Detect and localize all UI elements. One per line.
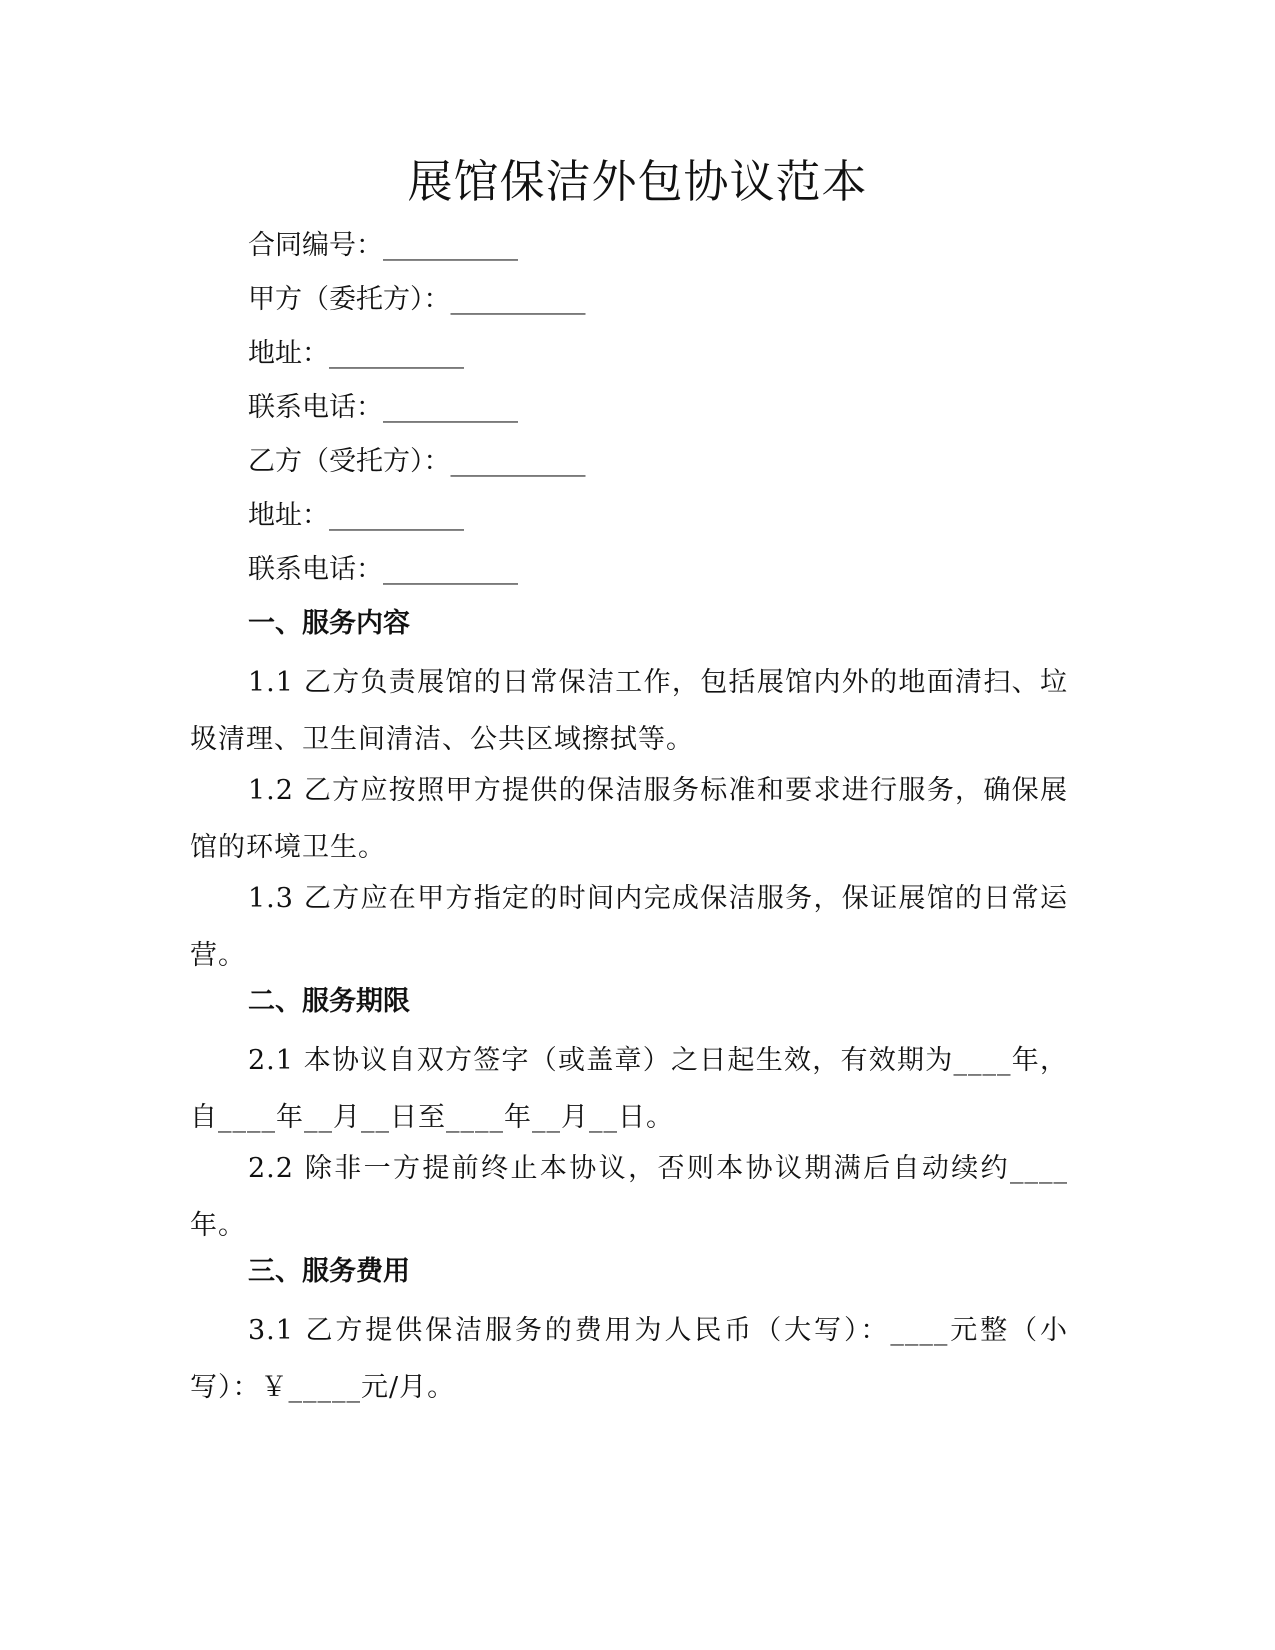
section-heading-service-fee: 三、服务费用 — [248, 1256, 410, 1287]
section-heading-service-period: 二、服务期限 — [248, 986, 410, 1017]
clause-1-1: 1.1 乙方负责展馆的日常保洁工作，包括展馆内外的地面清扫、垃圾清理、卫生间清洁、公共区域擦拭等。 — [190, 667, 1068, 755]
clause-1-3: 1.3 乙方应在甲方指定的时间内完成保洁服务，保证展馆的日常运营。 — [190, 883, 1068, 971]
section-heading-service-content: 一、服务内容 — [248, 608, 410, 639]
party-a-field: 甲方（委托方）：__________ — [248, 284, 586, 315]
clause-2-2: 2.2 除非一方提前终止本协议，否则本协议期满后自动续约____年。 — [190, 1153, 1068, 1241]
document-title: 展馆保洁外包协议范本 — [407, 155, 868, 208]
party-b-field: 乙方（受托方）：__________ — [248, 446, 586, 477]
clause-2-1: 2.1 本协议自双方签字（或盖章）之日起生效，有效期为____年，自____年__月__日至____年__月__日。 — [190, 1045, 1068, 1133]
contract-number-field: 合同编号：__________ — [248, 230, 518, 261]
party-b-address-field: 地址：__________ — [248, 500, 464, 531]
clause-1-2: 1.2 乙方应按照甲方提供的保洁服务标准和要求进行服务，确保展馆的环境卫生。 — [190, 775, 1068, 863]
party-a-address-field: 地址：__________ — [248, 338, 464, 369]
party-a-phone-field: 联系电话：__________ — [248, 392, 518, 423]
party-b-phone-field: 联系电话：__________ — [248, 554, 518, 585]
clause-3-1: 3.1 乙方提供保洁服务的费用为人民币（大写）：____元整（小写）：￥_____元/月。 — [190, 1315, 1068, 1403]
